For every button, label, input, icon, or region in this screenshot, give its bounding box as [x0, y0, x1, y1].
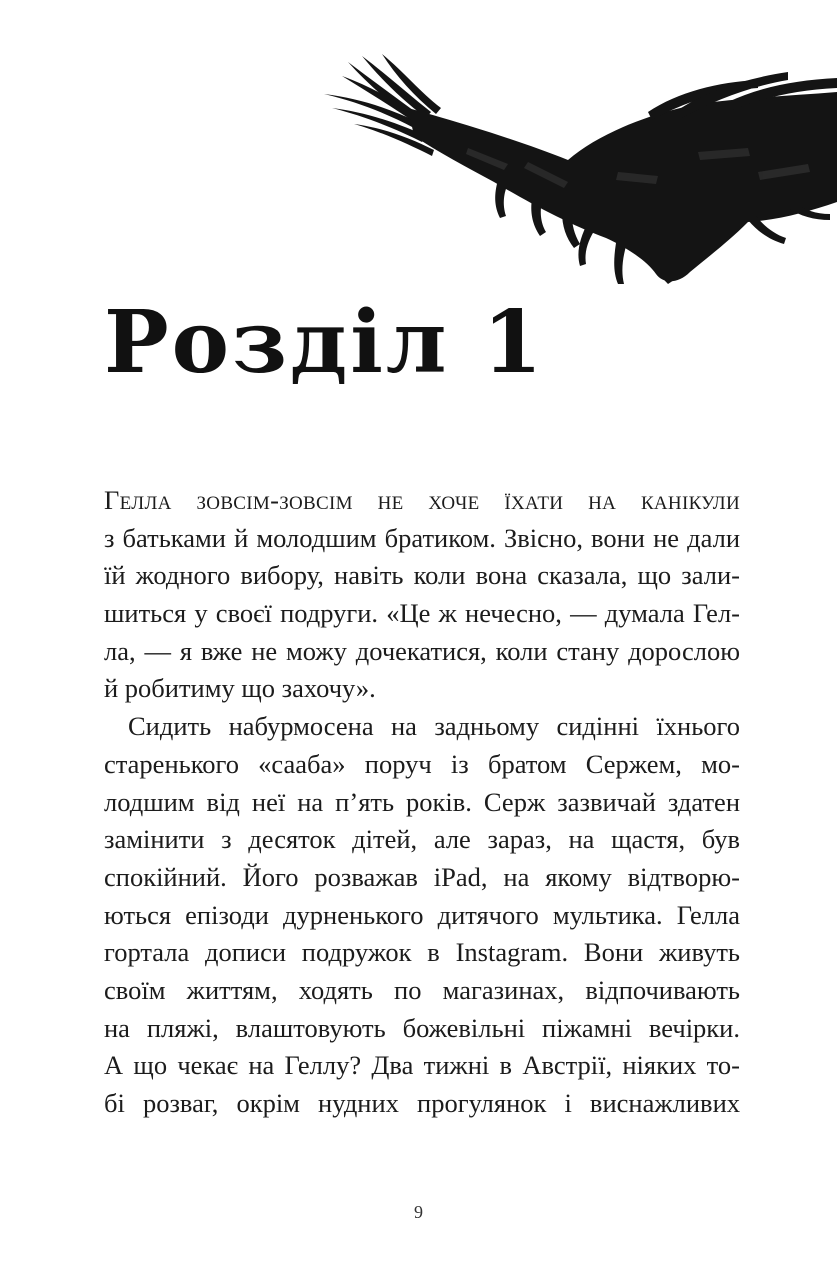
crow-illustration	[318, 52, 837, 287]
text-line: Гелла зовсім-зовсім не хоче їхати на канікули	[104, 485, 740, 515]
body-text	[104, 482, 740, 1123]
text-line: бі розваг, окрім нудних прогулянок і виснажливих	[104, 1088, 740, 1118]
text-line: ються епізоди дурненького дитячого мультика. Гелла	[104, 899, 740, 930]
text-line: замінити з десяток дітей, але зараз, на щастя, був	[104, 824, 740, 855]
paragraph-1	[104, 482, 740, 708]
text-line: їй жодного вибору, навіть коли вона сказала, що зали-	[104, 560, 740, 591]
text-line: лодшим від неї на п’ять років. Серж зазвичай здатен	[104, 786, 740, 817]
text-line: старенького «сааба» поруч із братом Сержем, мо-	[104, 748, 740, 779]
chapter-title: Розділ 1	[104, 292, 546, 393]
page-number: 9	[414, 1202, 423, 1222]
text-line: А що чекає на Геллу? Два тижні в Австрії, ніяких то-	[104, 1050, 740, 1081]
text-line: гортала дописи подружок в Instagram. Вони живуть	[104, 937, 740, 968]
crow-icon	[324, 54, 837, 284]
text-line: спокійний. Його розважав iPad, на якому відтворю-	[104, 861, 740, 892]
text-line: з батьками й молодшим братиком. Звісно, вони не дали	[104, 522, 740, 553]
text-line: ла, — я вже не можу дочекатися, коли стану дорослою	[104, 635, 740, 666]
text-line: на пляжі, влаштовують божевільні піжамні вечірки.	[104, 1012, 740, 1043]
text-line: й робитиму що захочу».	[104, 673, 376, 704]
paragraph-2	[104, 708, 740, 1123]
text-line: Сидить набурмосена на задньому сидінні їхнього	[128, 711, 740, 742]
text-line: своїм життям, ходять по магазинах, відпочивають	[104, 974, 740, 1005]
text-line: шиться у своєї подруги. «Це ж нечесно, — думала Гел-	[104, 598, 740, 629]
